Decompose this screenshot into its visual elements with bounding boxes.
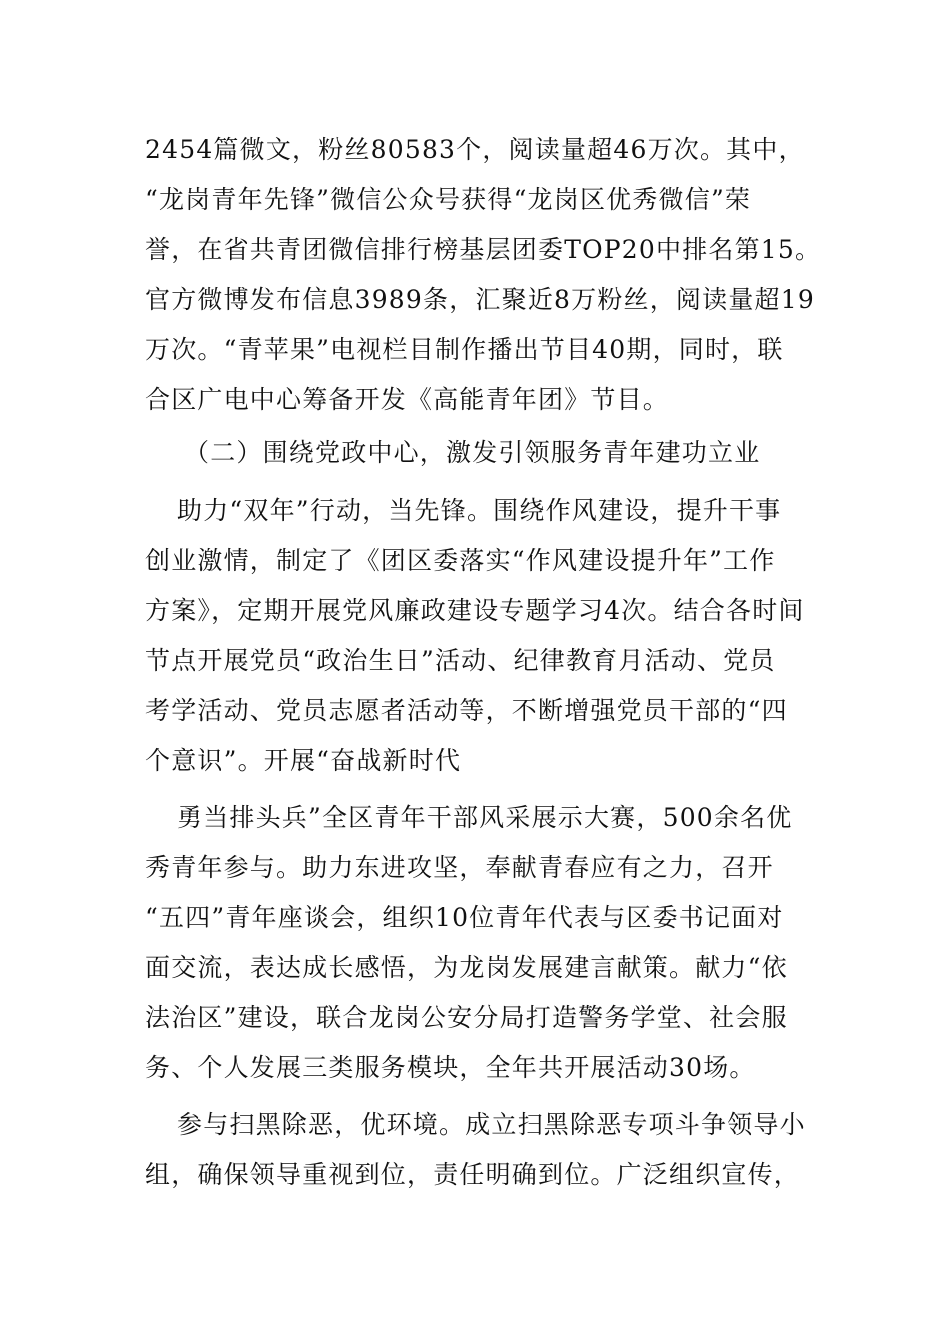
- paragraph-line: 誉，在省共青团微信排行榜基层团委TOP20中排名第15。: [145, 235, 822, 264]
- paragraph-line: 合区广电中心筹备开发《高能青年团》节目。: [145, 385, 670, 414]
- paragraph-line: 2454篇微文，粉丝80583个，阅读量超46万次。其中，: [145, 135, 805, 164]
- paragraph-line: 务、个人发展三类服务模块，全年共开展活动30场。: [145, 1053, 756, 1082]
- paragraph-line: 创业激情，制定了《团区委落实“作风建设提升年”工作: [145, 546, 776, 575]
- paragraph-line: 考学活动、党员志愿者活动等，不断增强党员干部的“四: [145, 696, 788, 725]
- paragraph-line: 秀青年参与。助力东进攻坚，奉献青春应有之力，召开: [145, 853, 774, 882]
- paragraph-line: 勇当排头兵”全区青年干部风采展示大赛，500余名优: [177, 803, 793, 832]
- paragraph-line: 官方微博发布信息3989条，汇聚近8万粉丝，阅读量超19: [145, 285, 815, 314]
- paragraph-line: “龙岗青年先锋”微信公众号获得“龙岗区优秀微信”荣: [145, 185, 752, 214]
- section-heading: （二）围绕党政中心，激发引领服务青年建功立业: [184, 438, 761, 467]
- paragraph-line: 万次。“青苹果”电视栏目制作播出节目40期，同时，联: [145, 335, 784, 364]
- paragraph-line: 方案》，定期开展党风廉政建设专题学习4次。结合各时间: [145, 596, 805, 625]
- paragraph-line: 面交流，表达成长感悟，为龙岗发展建言献策。献力“依: [145, 953, 788, 982]
- paragraph-line: 节点开展党员“政治生日”活动、纪律教育月活动、党员: [145, 646, 776, 675]
- paragraph-line: 组，确保领导重视到位，责任明确到位。广泛组织宣传，: [145, 1160, 801, 1189]
- paragraph-line: 参与扫黑除恶，优环境。成立扫黑除恶专项斗争领导小: [177, 1110, 806, 1139]
- paragraph-line: 助力“双年”行动，当先锋。围绕作风建设，提升干事: [177, 496, 782, 525]
- paragraph-line: 法治区”建设，联合龙岗公安分局打造警务学堂、社会服: [145, 1003, 788, 1032]
- paragraph-line: 个意识”。开展“奋战新时代: [145, 746, 462, 775]
- paragraph-line: “五四”青年座谈会，组织10位青年代表与区委书记面对: [145, 903, 784, 932]
